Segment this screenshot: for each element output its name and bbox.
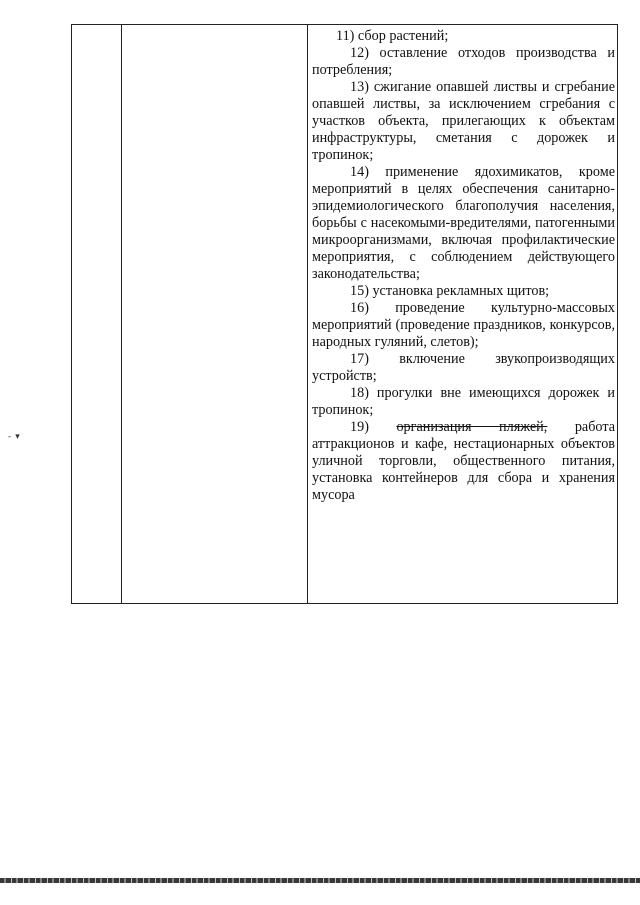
list-item [312, 419, 615, 504]
prohibitions-list [312, 28, 615, 504]
item-number: 19) [350, 419, 369, 435]
list-item: 13) сжигание опавшей листвы и сгребание опавшей листвы, за исключением сгребания с участков объекта, прилегающих к объектам инфраструктуры, сметания с дорожек и тропинок; [312, 79, 615, 163]
list-item: 17) включение звукопроизводящих устройств; [312, 351, 615, 384]
list-item: 14) применение ядохимикатов, кроме мероприятий в целях обеспечения санитарно-эпидемиологического благополучия населения, борьбы с насекомыми-вредителями, патогенными микроорганизмами, включая профилактические мероприятия, с соблюдением действующего законодательства; [312, 164, 615, 282]
struck-text: организация пляжей, [396, 419, 548, 435]
list-item: 15) установка рекламных щитов; [350, 283, 550, 299]
list-item: 18) прогулки вне имеющихся дорожек и тропинок; [312, 385, 615, 418]
list-item: 16) проведение культурно-массовых мероприятий (проведение праздников, конкурсов, народных гуляний, слетов); [312, 300, 615, 350]
list-item: 12) оставление отходов производства и потребления; [312, 45, 615, 78]
list-item: 11) сбор растений; [336, 28, 449, 44]
margin-mark: - ▾ [8, 431, 21, 441]
column-divider [307, 25, 308, 603]
document-table [71, 24, 618, 604]
scan-edge-artifact [0, 878, 640, 883]
column-divider [121, 25, 122, 603]
item-text: работа аттракционов и кафе, нестационарных объектов уличной торговли, общественного питания, установка контейнеров для сбора и хранения мусора [312, 419, 616, 503]
